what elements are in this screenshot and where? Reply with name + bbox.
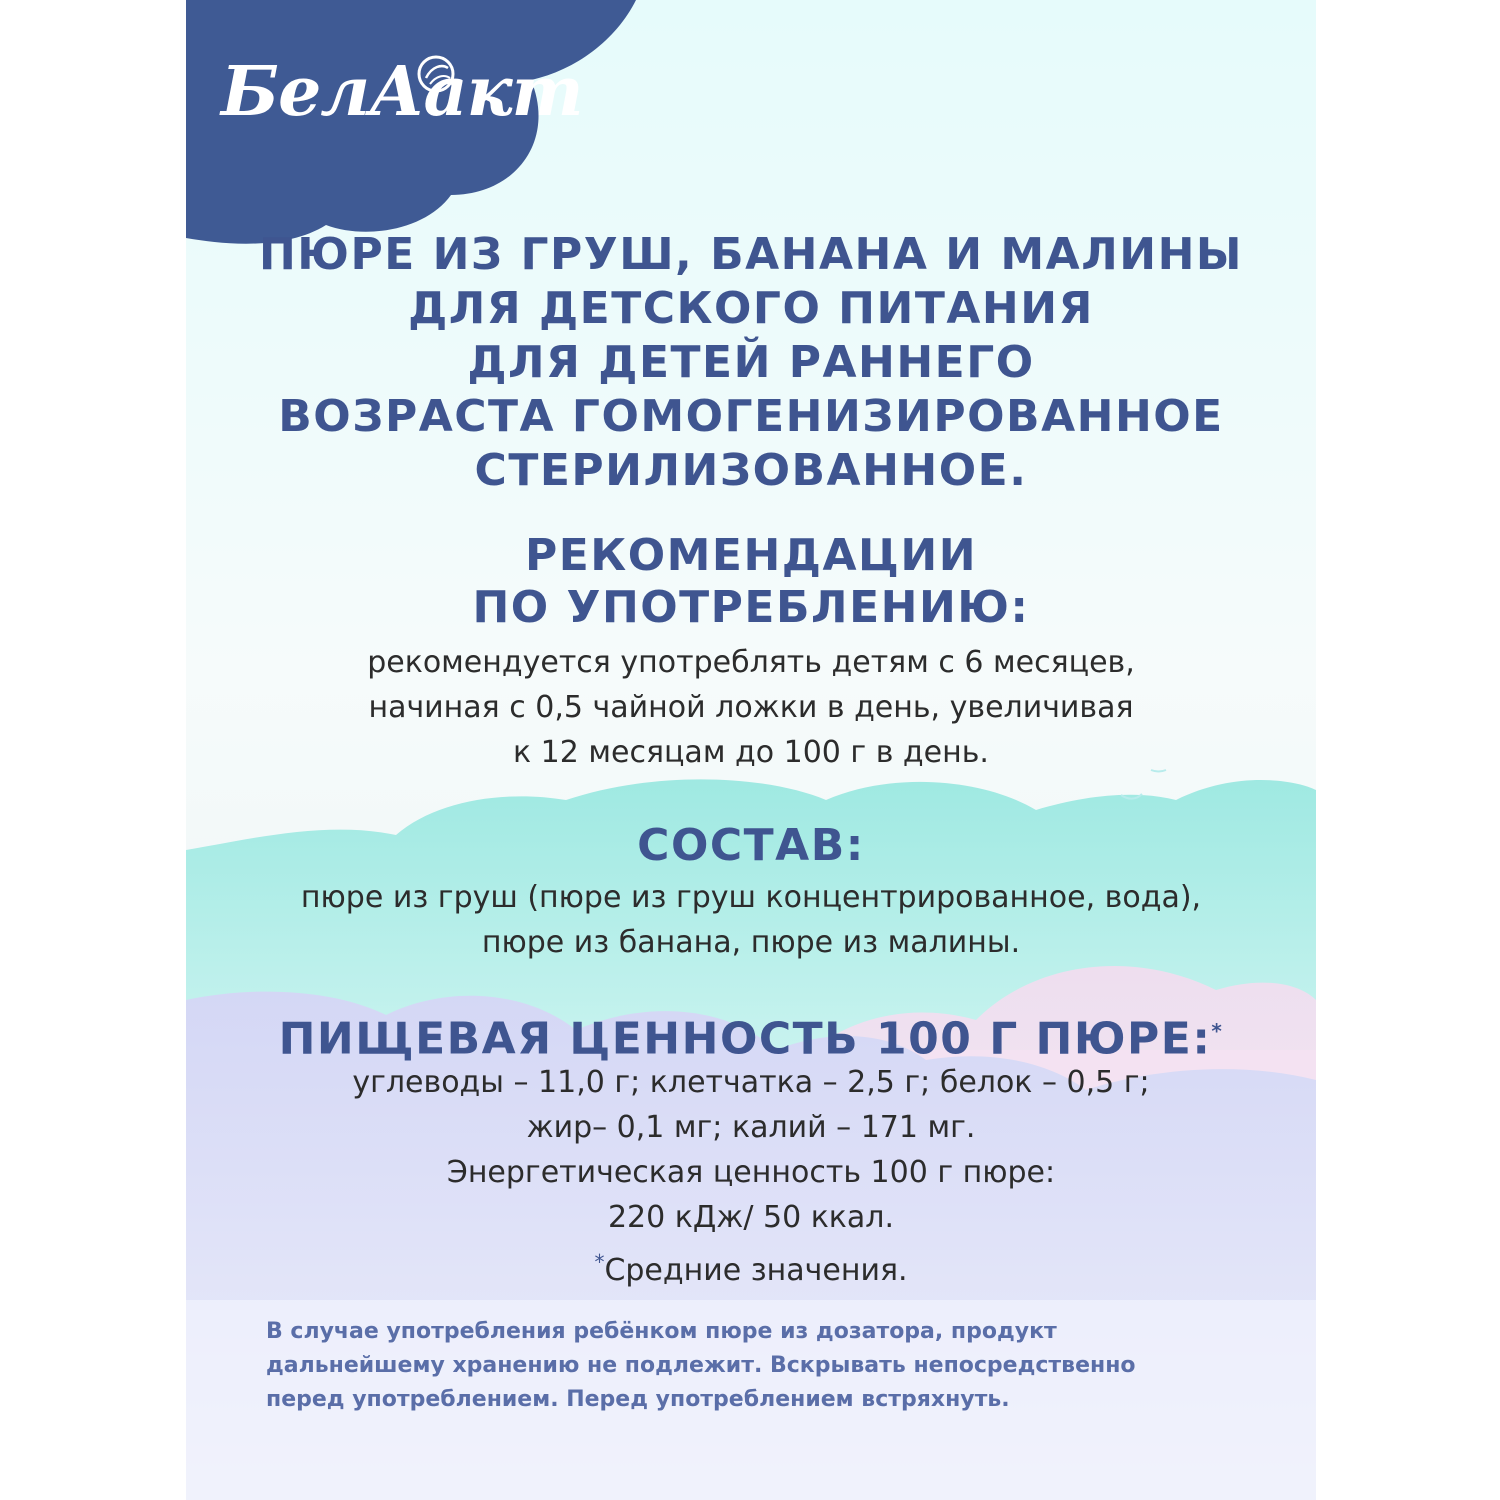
recommendations-heading-line: ПО УПОТРЕБЛЕНИЮ:: [472, 582, 1030, 633]
brand-logo-text: БелАакт: [221, 52, 583, 132]
title-line: СТЕРИЛИЗОВАННОЕ.: [474, 445, 1028, 496]
storage-note-line: перед употреблением. Перед употреблением встряхнуть.: [266, 1387, 1010, 1412]
title-line: ПЮРЕ ИЗ ГРУШ, БАНАНА И МАЛИНЫ: [258, 229, 1244, 280]
composition-text: [206, 875, 1296, 965]
nutrition-note-mark: *: [594, 1250, 605, 1274]
recommendations-text: [206, 640, 1296, 775]
storage-note-line: В случае употребления ребёнком пюре из дозатора, продукт: [266, 1319, 1057, 1344]
nutrition-heading-line: [226, 1005, 1276, 1066]
storage-note-line: дальнейшему хранению не подлежит. Вскрывать непосредственно: [266, 1353, 1136, 1378]
composition-heading-text: СОСТАВ:: [637, 820, 865, 871]
nutrition-line: 220 кДж/ 50 ккал.: [607, 1200, 895, 1235]
nutrition-heading-text: ПИЩЕВАЯ ЦЕННОСТЬ 100 Г ПЮРЕ:: [278, 1013, 1212, 1065]
nutrition-asterisk: *: [1211, 1019, 1224, 1043]
title-line: ВОЗРАСТА ГОМОГЕНИЗИРОВАННОЕ: [278, 391, 1224, 442]
storage-note: [266, 1315, 1276, 1417]
recommendations-heading-line: РЕКОМЕНДАЦИИ: [524, 530, 978, 581]
nutrition-line: жир– 0,1 мг; калий – 171 мг.: [526, 1110, 976, 1145]
nutrition-note: [206, 1240, 1296, 1293]
recommendations-line: к 12 месяцам до 100 г в день.: [513, 735, 989, 770]
recommendations-line: начиная с 0,5 чайной ложки в день, увеличивая: [368, 690, 1134, 725]
product-card: [186, 0, 1316, 1500]
nutrition-note-text: Средние значения.: [604, 1253, 908, 1288]
nutrition-line: Энергетическая ценность 100 г пюре:: [446, 1155, 1056, 1190]
title-line: ДЛЯ ДЕТЕЙ РАННЕГО: [467, 337, 1035, 388]
title-line: ДЛЯ ДЕТСКОГО ПИТАНИЯ: [408, 283, 1094, 334]
product-title: [226, 228, 1276, 498]
recommendations-heading: [226, 530, 1276, 634]
composition-heading: [226, 820, 1276, 872]
nutrition-heading: [226, 1005, 1276, 1066]
content-area: [186, 0, 1316, 1500]
composition-line: пюре из банана, пюре из малины.: [481, 925, 1021, 960]
nutrition-line: углеводы – 11,0 г; клетчатка – 2,5 г; белок – 0,5 г;: [352, 1065, 1150, 1100]
composition-line: пюре из груш (пюре из груш концентрированное, вода),: [300, 880, 1202, 915]
nutrition-text: [206, 1060, 1296, 1293]
recommendations-line: рекомендуется употреблять детям с 6 месяцев,: [367, 645, 1135, 680]
